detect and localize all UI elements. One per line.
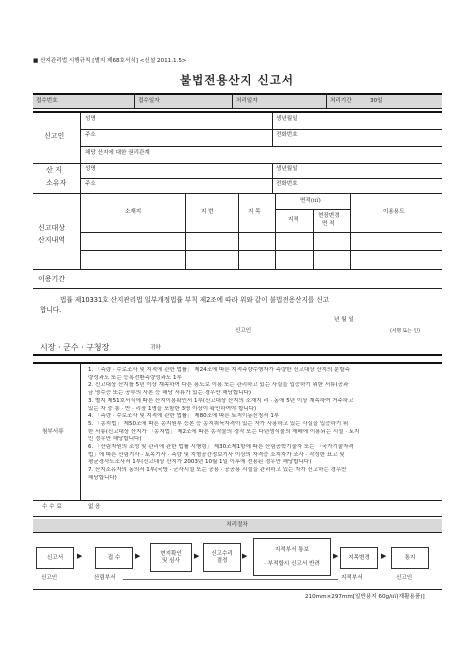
actor-reporter: 신고인 xyxy=(41,575,58,581)
divider xyxy=(80,250,442,251)
attachments-list xyxy=(88,367,430,483)
divider xyxy=(238,193,239,269)
current-change-area-header-line1: 현장변경 xyxy=(318,213,340,219)
divider xyxy=(33,288,442,289)
usage-period-label: 이용기간 xyxy=(38,275,66,283)
attachment-line: 인 경우만 해당합니다) xyxy=(88,436,142,443)
divider xyxy=(350,193,351,269)
step-acceptance-decision: 신고수리 결정 xyxy=(203,543,241,572)
reporter-birth-label: 생년월일 xyxy=(276,116,298,122)
processing-period-label: 처리기간 xyxy=(330,98,352,104)
attachment-line: 1. 「측량 · 수로조사 및 지적에 관한 법률」 제24조에 따른 지적측량수행자가 측량한 신고대상 산지의 분할측 xyxy=(88,367,350,373)
attachment-line: 금 영수증 또는 공부의 사본 등 해당 서류가 있는 경우만 해당합니다) xyxy=(88,390,252,397)
statement-text-line1: 법률 제10331호 산지관리법 일부개정법률 부칙 제2조에 따라 위와 같이 불법전용산지를 신고 xyxy=(60,296,330,304)
attachment-line: 5. 「농지법」 제50조에 따른 농지원부 등본 등 농지취득자격이 있는 자가 사용하고 있는 사실을 입증하기 위 xyxy=(88,420,349,427)
receipt-date-label: 접수일자 xyxy=(138,98,160,104)
divider xyxy=(80,178,442,179)
attachment-line: 6. 「산림자원의 조성 및 관리에 관한 법률 시행령」 제30조제1항에 따른 산림공학기술자 또는 「국가기술자격 xyxy=(88,444,354,451)
arrow-right-icon: ▶ xyxy=(381,552,387,560)
section-rule xyxy=(33,362,442,364)
actor-span-line xyxy=(123,579,338,580)
actor-cadastral-dept: 지적부서 xyxy=(341,575,363,581)
section-rule xyxy=(33,111,442,113)
owner-address-label: 주소 xyxy=(85,181,96,187)
current-change-area-header-line2: 면 적 xyxy=(322,221,335,227)
header-bullet: ■ xyxy=(33,58,39,64)
receipt-row-divider xyxy=(33,108,442,109)
step-category-change: 지목변경 xyxy=(340,547,378,569)
details-section-label-line2: 산지내역 xyxy=(38,236,66,244)
attachments-label: 첨부서류 xyxy=(42,429,64,435)
reporter-rights-label: 해당 산지에 대한 권리관계 xyxy=(85,150,150,156)
signature-note: (서명 또는 인) xyxy=(390,329,420,334)
section-rule xyxy=(33,354,442,356)
attachment-line: 있는 자 중 통 · 반 · 리장 1명을 포함한 3명 이상이 확인하여야 합니다) xyxy=(88,405,257,412)
attachment-line: 평균경사도조사서 1부(신고대상 산지가 2003년 10월 1일 이후에 전용된 경우만 해당합니다) xyxy=(88,459,312,466)
step-notification: 통지 xyxy=(391,547,429,569)
document-title: 불법전용산지 신고서 xyxy=(180,73,294,87)
divider xyxy=(272,163,273,193)
attachment-line: 4. 「측량 · 수로조사 및 지적에 관한 법률」 제80조에 따른 토지이동신청서 1부 xyxy=(88,413,280,420)
recipient-label: 시장 · 군수 · 구청장 xyxy=(40,343,110,352)
step-notify-cadastral: 지적부서 통보 · 부적합시 신고서 반려 xyxy=(253,538,331,576)
attachment-line: 7. 산지소유자의 동의서 1부(국방 · 군사시설 또는 공용 · 공공용 시설을 관리하고 있는 자가 신고하는 경우만 xyxy=(88,467,347,474)
details-section-label-line1: 신고대상 xyxy=(38,224,66,232)
arrow-right-icon: ▶ xyxy=(77,552,83,560)
processing-period-value: 30일 xyxy=(370,98,383,104)
divider xyxy=(185,193,186,269)
divider xyxy=(33,516,442,517)
attachment-line: 해당합니다) xyxy=(88,474,117,481)
process-date-label: 처리일자 xyxy=(236,98,258,104)
area-column-header: 면적(㎡) xyxy=(300,198,321,204)
actor-reporter-final: 신고인 xyxy=(396,575,413,581)
divider xyxy=(33,163,442,164)
divider xyxy=(313,209,314,269)
reporter-phone-label: 전화번호 xyxy=(276,132,298,138)
divider xyxy=(134,95,135,108)
owner-section-label-line1: 산 지 xyxy=(46,166,62,174)
divider xyxy=(80,232,442,233)
use-column-header: 이용용도 xyxy=(383,209,405,215)
divider xyxy=(275,193,276,269)
form-header xyxy=(33,56,187,64)
owner-phone-label: 전화번호 xyxy=(276,181,298,187)
divider xyxy=(275,209,350,210)
category-column-header: 지 목 xyxy=(248,209,261,215)
reporter-name-label: 성명 xyxy=(85,116,96,122)
reporter-address-label: 주소 xyxy=(85,132,96,138)
attachment-line: 법」에 따른 산림기사 · 토목기사 · 측량 및 지형공간정보기사 이상의 자격증 소지자가 조사 · 작성한 표고 및 xyxy=(88,451,345,458)
attachment-line: 한 서류(신고대상 산지가 「농지법」 제2조에 따른 농작물의 경작 또는 다년생식물의 재배에 이용되는 시설 · 토지 xyxy=(88,428,360,435)
cadastral-area-header: 지적 xyxy=(288,217,299,223)
step-report: 신고서 xyxy=(36,547,74,569)
recipient-suffix: 귀하 xyxy=(150,345,161,351)
fee-label: 수 수 료 xyxy=(42,504,62,510)
arrow-right-icon: ▶ xyxy=(333,552,339,560)
owner-name-label: 성명 xyxy=(85,166,96,172)
bottom-rule xyxy=(33,589,442,590)
arrow-right-icon: ▶ xyxy=(194,552,200,560)
attachment-line: 3. 별지 제51호서식에 따른 산지이용확인서 1부(신고대상 산지의 소재지 리 · 동에 5년 이상 계속하여 거주하고 xyxy=(88,397,354,404)
owner-section-label-line2: 소유자 xyxy=(46,179,67,187)
fee-value: 없 음 xyxy=(88,504,101,510)
divider xyxy=(33,532,442,533)
owner-birth-label: 생년월일 xyxy=(276,166,298,172)
divider xyxy=(80,129,442,130)
divider xyxy=(33,269,442,270)
location-column-header: 소재지 xyxy=(125,209,142,215)
divider xyxy=(80,193,81,269)
arrow-right-icon: ▶ xyxy=(242,552,248,560)
divider xyxy=(33,500,442,501)
reporter-section-label: 신고인 xyxy=(44,132,65,140)
signer-label: 신고인 xyxy=(235,328,252,334)
receipt-number-label: 접수번호 xyxy=(36,98,58,104)
step-inspection: 현지확인 및 심사 xyxy=(150,543,192,572)
divider xyxy=(232,95,233,108)
lot-column-header: 지 번 xyxy=(201,209,214,215)
divider xyxy=(272,113,273,146)
attachment-line: 2. 신고대상 산지를 5년 이상 계속하여 다른 용도로 이용 또는 관리하고 있는 사실을 입증하기 위한 서류(공과 xyxy=(88,382,349,389)
procedure-title: 처리절차 xyxy=(226,522,248,528)
arrow-right-icon: ▶ xyxy=(135,552,141,560)
header-reference: 산지관리법 시행규칙 [별지 제68호서식] <신설 2011.1.5> xyxy=(40,58,187,64)
divider xyxy=(80,363,81,500)
actor-forestry-dept: 산림부서 xyxy=(94,575,116,581)
attachment-line: 량성과도 또는 등록전환측량성과도 1부 xyxy=(88,374,182,381)
divider xyxy=(80,113,81,163)
paper-spec-footer: 210mm×297mm[일반용지 60g/㎡(재활용품)] xyxy=(305,594,425,600)
step-receipt: 접 수 xyxy=(95,547,133,569)
divider xyxy=(80,146,442,147)
date-field: 년 월 일 xyxy=(334,317,354,323)
divider xyxy=(326,95,327,108)
statement-text-line2: 합니다. xyxy=(40,306,62,314)
